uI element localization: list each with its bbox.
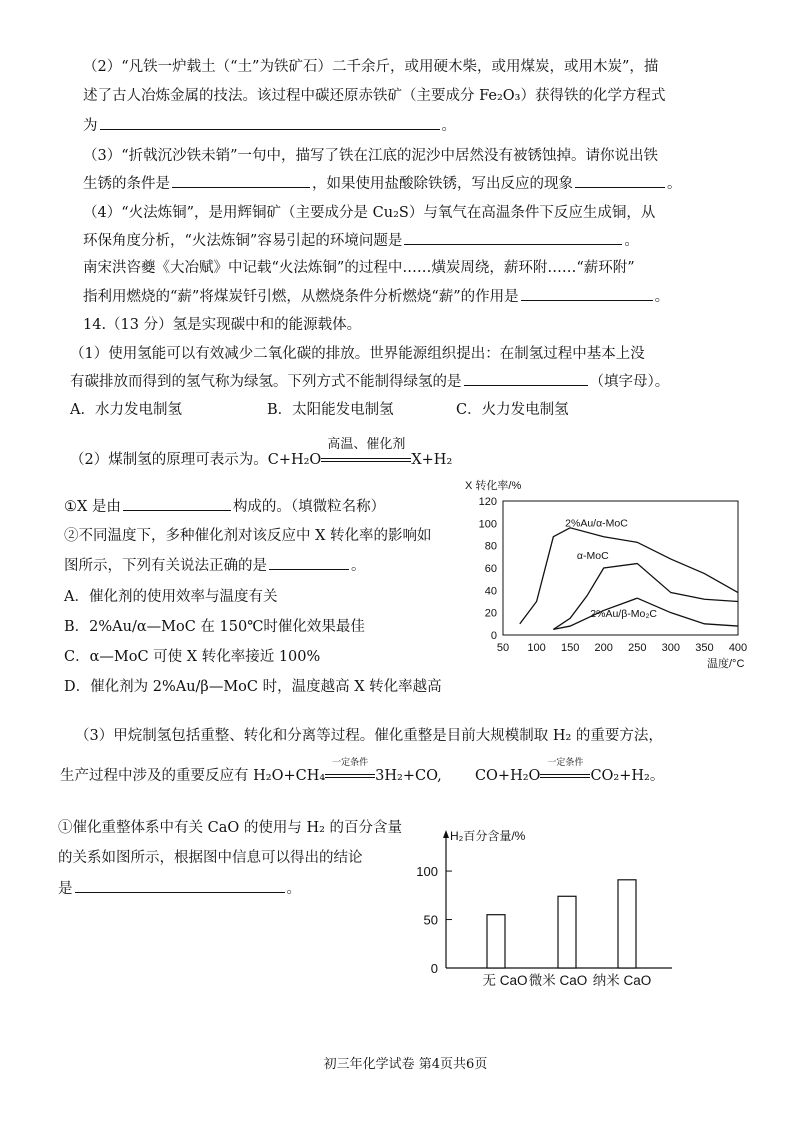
q14-3-1-label: 是: [58, 881, 73, 897]
series-label: 2%Au/β-Mo₂C: [590, 607, 658, 620]
x-tick-label: 50: [496, 642, 510, 654]
reaction-condition: 高温、催化剂: [327, 437, 406, 452]
q13-4-label-d: 指利用燃烧的“薪”将煤炭钎引燃，从燃烧条件分析燃烧“薪”的作用是: [83, 289, 519, 305]
q13-3-end: 。: [667, 176, 682, 192]
x-tick-label: 250: [628, 642, 647, 654]
q14-2-rhs: X+H₂: [411, 452, 453, 468]
answer-blank-rust-condition[interactable]: [172, 173, 310, 188]
q14-1-option-a: A．水力发电制氢: [70, 402, 182, 418]
h2-content-chart: [410, 822, 690, 992]
y-tick-label: 120: [478, 496, 497, 508]
q14-2-2-end: 。: [351, 558, 366, 574]
bar: [487, 915, 505, 968]
y-axis-label: X 转化率/%: [465, 480, 522, 492]
q13-3-label-a: 生锈的条件是: [83, 176, 170, 192]
reaction-arrow: [321, 437, 411, 470]
q13-3-line1: （3）“折戟沉沙铁未销”一句中，描写了铁在江底的泥沙中居然没有被锈蚀掉。请你说出铁: [83, 148, 659, 164]
y-tick-label: 100: [478, 518, 497, 531]
bar: [558, 896, 576, 968]
bar-category-label: 纳米 CaO: [592, 973, 652, 988]
q13-2-line1: （2）“凡铁一炉载土（“土”为铁矿石）二千余斤，或用硬木柴，或用煤炭，或用木炭”，描: [83, 59, 659, 75]
q14-2-1-label: ①X 是由: [64, 499, 121, 515]
bar-category-label: 微米 CaO: [528, 973, 588, 988]
x-axis-label: 温度/°C: [707, 658, 745, 670]
y-axis-arrow-icon: [443, 830, 449, 838]
q14-3-reaction1-lhs: 生产过程中涉及的重要反应有 H₂O+CH₄: [60, 768, 326, 784]
q14-1-end: （填字母）。: [589, 374, 670, 390]
q14-1-option-c: C．火力发电制氢: [456, 402, 569, 418]
q13-2-end: 。: [441, 118, 456, 134]
q13-2-line2: 述了古人冶炼金属的技法。该过程中碳还原赤铁矿（主要成分 Fe₂O₃）获得铁的化学方程式: [83, 88, 666, 104]
x-tick-label: 400: [728, 642, 748, 654]
answer-blank-equation[interactable]: [100, 115, 440, 130]
y-tick-label: 40: [484, 585, 497, 598]
q13-4-end: 。: [624, 233, 639, 249]
q14-3-line2: [60, 758, 665, 786]
x-tick-label: 350: [695, 642, 714, 654]
q13-4-line1: （4）“火法炼铜”，是用辉铜矿（主要成分是 Cu₂S）与氧气在高温条件下反应生成铜，从: [83, 205, 656, 221]
conversion-rate-chart: [455, 475, 755, 675]
q14-2-2-line2: [64, 555, 366, 576]
answer-blank-env-problem[interactable]: [404, 230, 622, 245]
q14-1-label: 有碳排放而得到的氢气称为绿氢。下列方式不能制得绿氢的是: [70, 374, 462, 390]
bar: [618, 880, 636, 968]
q13-4-line2: [83, 230, 639, 251]
reaction-arrow-1: [325, 758, 375, 786]
q14-3-1-end: 。: [286, 881, 301, 897]
y-tick-label: 20: [484, 607, 497, 620]
series-label: 2%Au/α-MoC: [565, 517, 628, 530]
q13-4-end-d: 。: [654, 289, 670, 305]
q14-2-option-c: C．α—MoC 可使 X 转化率接近 100%: [64, 649, 321, 665]
bar-y-axis-label: H₂百分含量/%: [450, 829, 526, 843]
answer-blank-phenomenon[interactable]: [575, 173, 665, 188]
q13-4-line3: 南宋洪咨夔《大冶赋》中记载“火法炼铜”的过程中……熿炭周绕，薪环附……“薪环附”: [83, 260, 635, 276]
x-tick-label: 300: [661, 642, 681, 654]
q14-2-equation: [70, 437, 453, 470]
q13-4-line4: [83, 286, 669, 307]
answer-blank-fuel-role[interactable]: [521, 286, 653, 301]
bar-category-label: 无 CaO: [482, 973, 528, 988]
q14-3-1-line1: ①催化重整体系中有关 CaO 的使用与 H₂ 的百分含量: [58, 820, 403, 836]
reaction-condition-2: 一定条件: [547, 758, 584, 768]
q14-title: 14.（13 分）氢是实现碳中和的能源载体。: [83, 317, 362, 333]
y-tick-label: 60: [484, 563, 497, 575]
bar-y-tick-label: 100: [416, 864, 438, 880]
answer-blank-correct[interactable]: [269, 555, 349, 570]
q13-3-label-b: ，如果使用盐酸除铁锈，写出反应的现象: [312, 176, 573, 192]
q14-2-1-line: [64, 496, 385, 517]
q14-3-reaction1-rhs: 3H₂+CO,: [375, 768, 442, 784]
bar-y-tick-label: 50: [423, 912, 438, 928]
q13-3-line2: [83, 173, 682, 194]
answer-blank-conclusion[interactable]: [75, 878, 285, 893]
q14-3-1-line2: 的关系如图所示，根据图中信息可以得出的结论: [58, 850, 363, 866]
q14-3-line1: （3）甲烷制氢包括重整、转化和分离等过程。催化重整是目前大规模制取 H₂ 的重要方法，: [75, 728, 663, 744]
q14-3-reaction2-lhs: CO+H₂O: [474, 768, 541, 784]
series-label: α-MoC: [576, 549, 609, 562]
q14-1-line1: （1）使用氢能可以有效减少二氧化碳的排放。世界能源组织提出：在制氢过程中基本上没: [70, 346, 645, 362]
x-tick-label: 150: [560, 642, 580, 654]
q14-3-1-line3: [58, 878, 301, 899]
q14-1-option-b: B．太阳能发电制氢: [267, 402, 394, 418]
answer-blank-choice[interactable]: [464, 371, 588, 386]
bar-y-tick-label: 0: [430, 961, 438, 976]
answer-blank-particle[interactable]: [123, 496, 231, 511]
q14-2-option-b: B．2%Au/α—MoC 在 150℃时催化效果最佳: [64, 619, 365, 635]
q14-2-option-a: A．催化剂的使用效率与温度有关: [64, 589, 278, 605]
q14-3-reaction2-rhs: CO₂+H₂。: [590, 768, 665, 784]
q13-2-label: 为: [83, 118, 98, 134]
q13-4-label: 环保角度分析，“火法炼铜”容易引起的环境问题是: [83, 233, 403, 249]
x-tick-label: 200: [594, 642, 613, 654]
x-tick-label: 100: [527, 642, 546, 654]
reaction-arrow-2: [540, 758, 590, 786]
page-footer: 初三年化学试卷 第4页共6页: [323, 1057, 488, 1072]
q14-2-lhs: （2）煤制氢的原理可表示为。C+H₂O: [70, 452, 322, 468]
q13-2-line3: [83, 115, 456, 136]
q14-1-line2: [70, 371, 669, 392]
y-tick-label: 80: [484, 540, 497, 553]
q14-2-option-d: D．催化剂为 2%Au/β—MoC 时，温度越高 X 转化率越高: [64, 679, 442, 695]
q14-2-2-label: 图所示，下列有关说法正确的是: [64, 558, 267, 574]
q14-2-2-line1: ②不同温度下，多种催化剂对该反应中 X 转化率的影响如: [64, 528, 432, 544]
reaction-condition-1: 一定条件: [332, 758, 369, 768]
q14-2-1-end: 构成的。（填微粒名称）: [232, 499, 386, 515]
y-tick-label: 0: [490, 630, 497, 642]
